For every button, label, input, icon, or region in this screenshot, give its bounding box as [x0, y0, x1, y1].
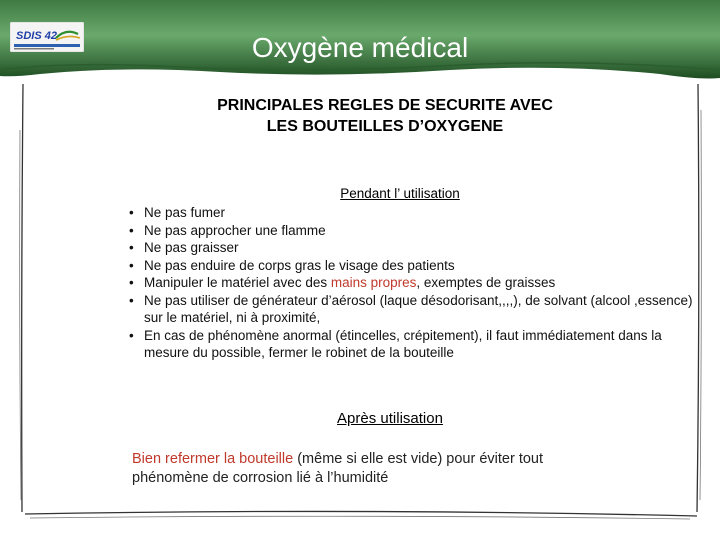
rule-text: En cas de phénomène anormal (étincelles, crépitement), il faut immédiatement dans la mesure du possible, fermer le robinet de la bouteille	[144, 327, 662, 360]
bullet-icon: •	[129, 240, 134, 255]
list-item	[125, 274, 695, 292]
bullet-icon: •	[129, 292, 134, 308]
rule-text: Ne pas enduire de corps gras le visage des patients	[144, 257, 455, 273]
main-heading	[150, 95, 620, 137]
list-item	[125, 204, 695, 222]
list-item	[125, 257, 695, 275]
after-highlight: Bien refermer la bouteille	[132, 451, 294, 467]
svg-text:SDIS 42: SDIS 42	[16, 30, 57, 42]
bullet-icon: •	[129, 222, 134, 238]
after-use-title: Après utilisation	[337, 410, 443, 427]
bullet-icon: •	[129, 275, 134, 290]
list-item	[125, 292, 695, 327]
during-use-title: Pendant l’ utilisation	[340, 186, 460, 201]
bullet-icon: •	[129, 327, 134, 343]
bullet-icon: •	[129, 205, 134, 220]
rule-text: Ne pas approcher une flamme	[144, 222, 326, 238]
heading-line-1: PRINCIPALES REGLES DE SECURITE AVEC	[217, 97, 553, 114]
rule-text: Ne pas graisser	[144, 240, 239, 255]
slide-title: Oxygène médical	[251, 32, 469, 63]
heading-line-2: LES BOUTEILLES D’OXYGENE	[266, 118, 504, 135]
after-rest: (même si elle est vide) pour éviter tout phénomène de corrosion lié à l’humidité	[132, 451, 544, 486]
safety-rules-list	[125, 204, 695, 362]
list-item	[125, 222, 695, 240]
list-item	[125, 327, 695, 362]
rule-highlight: mains propres	[330, 275, 417, 290]
rule-text-after: , exemptes de graisses	[416, 275, 556, 290]
list-item	[125, 239, 695, 257]
rule-text: Ne pas fumer	[144, 205, 226, 220]
bullet-icon: •	[129, 257, 134, 273]
rule-text: Ne pas utiliser de générateur d’aérosol (laque désodorisant,,,,), de solvant (alcool ,essence) sur le matériel, ni à proximité,	[144, 292, 693, 325]
rule-text-before: Manipuler le matériel avec des	[144, 275, 331, 290]
after-use-text	[132, 450, 612, 488]
